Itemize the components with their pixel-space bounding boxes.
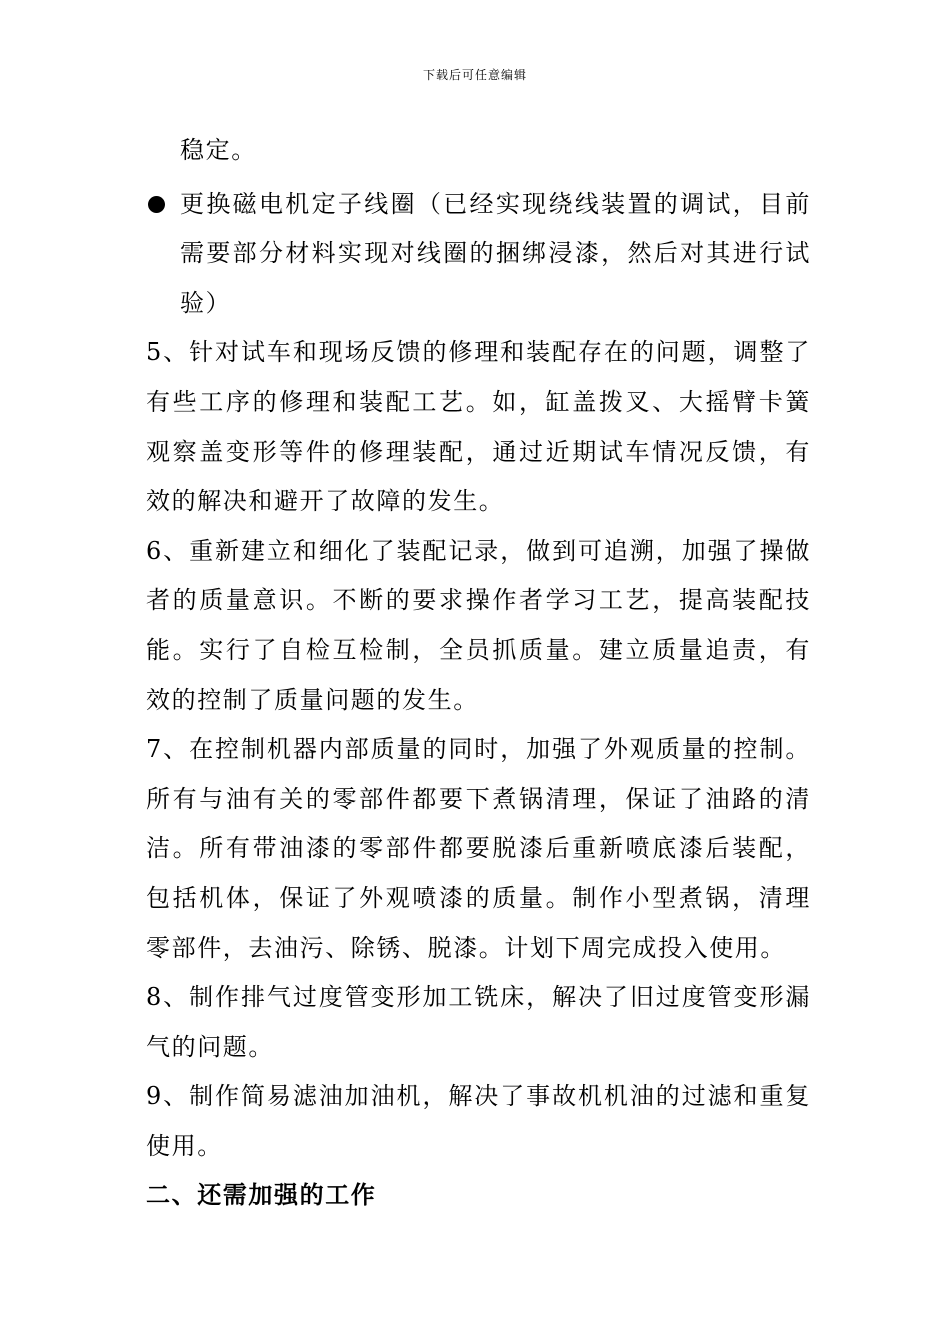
bullet-item-text: 更换磁电机定子线圈（已经实现绕线装置的调试，目前需要部分材料实现对线圈的捆绑浸漆，然后对其进行试验） <box>180 189 811 317</box>
paragraph-stable: 稳定。 <box>180 136 257 164</box>
paragraph-6: 6、重新建立和细化了装配记录，做到可追溯，加强了操做者的质量意识。不断的要求操作者学习工艺，提高装配技能。实行了自检互检制，全员抓质量。建立质量追责，有效的控制了质量问题的发生。 <box>146 536 811 714</box>
paragraph-9: 9、制作简易滤油加油机，解决了事故机机油的过滤和重复使用。 <box>146 1082 811 1160</box>
paragraph-7: 7、在控制机器内部质量的同时，加强了外观质量的控制。所有与油有关的零部件都要下煮锅清理，保证了油路的清洁。所有带油漆的零部件都要脱漆后重新喷底漆后装配，包括机体，保证了外观喷漆的质量。制作小型煮锅，清理零部件，去油污、除锈、脱漆。计划下周完成投入使用。 <box>146 735 811 962</box>
paragraph-8: 8、制作排气过度管变形加工铣床，解决了旧过度管变形漏气的问题。 <box>146 983 811 1061</box>
section-heading: 二、还需加强的工作 <box>146 1181 377 1210</box>
page-header: 下载后可任意编辑 <box>422 68 527 82</box>
document-body <box>146 126 811 1221</box>
bullet-item-coil <box>146 180 811 329</box>
bullet-dot-icon <box>148 196 165 213</box>
paragraph-5: 5、针对试车和现场反馈的修理和装配存在的问题，调整了有些工序的修理和装配工艺。如，缸盖拨叉、大摇臂卡簧观察盖变形等件的修理装配，通过近期试车情况反馈，有效的解决和避开了故障的发生。 <box>146 338 811 516</box>
